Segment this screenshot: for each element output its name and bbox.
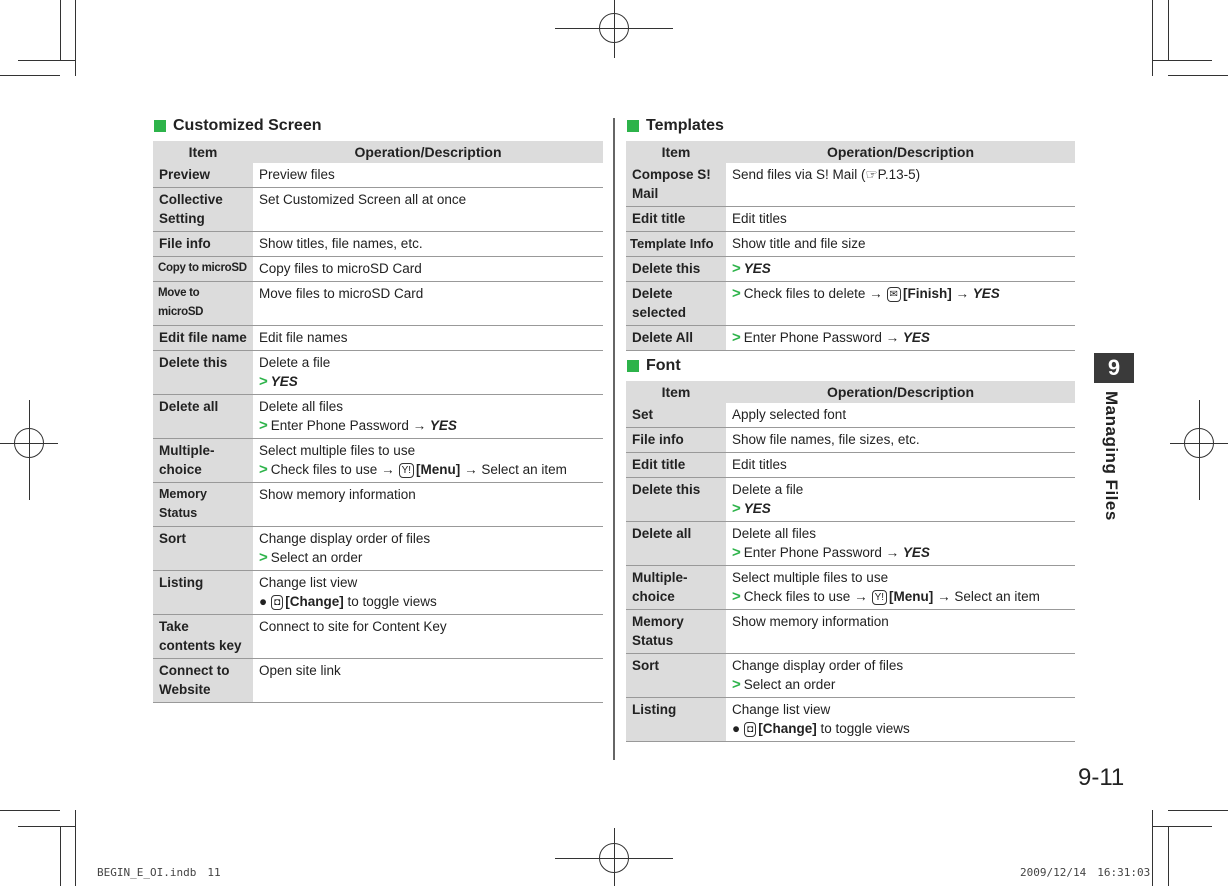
item-cell: Multiple-choice xyxy=(626,566,726,610)
step-arrow-icon: > xyxy=(732,500,741,517)
arrow-right-icon: → xyxy=(412,418,427,433)
bullet-icon: ● xyxy=(732,721,741,736)
table-row xyxy=(153,395,603,439)
table-row xyxy=(626,453,1075,478)
item-cell: Collective Setting xyxy=(153,188,253,232)
desc-cell xyxy=(253,351,603,395)
step-text: Select an order xyxy=(270,550,363,565)
item-cell: Take contents key xyxy=(153,615,253,659)
table-row xyxy=(153,439,603,483)
desc-cell xyxy=(253,527,603,571)
footer-timestamp: 2009/12/14 16:31:03 xyxy=(1020,866,1151,879)
desc-cell: Set Customized Screen all at once xyxy=(253,188,603,232)
desc-cell xyxy=(726,566,1075,610)
footer-file: BEGIN_E_OI.indb 11 xyxy=(97,866,221,879)
arrow-right-icon: → xyxy=(955,286,970,301)
section-title: Font xyxy=(646,357,681,374)
table-row xyxy=(626,326,1075,351)
item-cell: Delete all xyxy=(153,395,253,439)
table-row xyxy=(626,257,1075,282)
step-text: Select an order xyxy=(743,677,836,692)
after-text: to toggle views xyxy=(820,721,910,736)
desc-cell: Show titles, file names, etc. xyxy=(253,232,603,257)
bullet-icon: ● xyxy=(259,594,268,609)
step-arrow-icon: > xyxy=(259,373,268,390)
table-row xyxy=(153,615,603,659)
desc-text: Select multiple files to use xyxy=(259,443,416,458)
table-row xyxy=(626,698,1075,742)
desc-cell: Edit titles xyxy=(726,207,1075,232)
item-cell: Edit title xyxy=(626,207,726,232)
key-label: [Change] xyxy=(758,721,817,736)
item-cell: Preview xyxy=(153,163,253,188)
desc-cell xyxy=(726,282,1075,326)
step-arrow-icon: > xyxy=(732,588,741,605)
section-heading xyxy=(626,355,1075,377)
column-header-desc: Operation/Description xyxy=(726,381,1075,403)
desc-cell: Show file names, file sizes, etc. xyxy=(726,428,1075,453)
key-label: [Finish] xyxy=(903,286,952,301)
table-row xyxy=(626,610,1075,654)
table-row xyxy=(153,483,603,527)
desc-cell: Edit file names xyxy=(253,326,603,351)
table-row xyxy=(153,188,603,232)
yes-text: YES xyxy=(902,330,930,345)
step-arrow-icon: > xyxy=(732,260,741,277)
step-text: Check files to delete xyxy=(743,286,866,301)
arrow-right-icon: → xyxy=(854,589,868,604)
arrow-right-icon: → xyxy=(381,462,395,477)
arrow-right-icon: → xyxy=(885,330,900,345)
table-row xyxy=(153,571,603,615)
font-section xyxy=(626,355,1075,742)
yes-text: YES xyxy=(972,286,1000,301)
table-row xyxy=(626,478,1075,522)
table-row xyxy=(153,257,603,282)
step-arrow-icon: > xyxy=(732,285,741,302)
column-header-desc: Operation/Description xyxy=(726,141,1075,163)
desc-cell xyxy=(726,257,1075,282)
item-cell: Delete selected xyxy=(626,282,726,326)
desc-cell: Copy files to microSD Card xyxy=(253,257,603,282)
desc-cell: Show memory information xyxy=(726,610,1075,654)
column-header-item: Item xyxy=(626,141,726,163)
desc-cell: Move files to microSD Card xyxy=(253,282,603,326)
templates-section xyxy=(626,115,1075,351)
key-label: [Change] xyxy=(285,594,344,609)
customized-screen-section xyxy=(153,115,603,703)
desc-cell: Send files via S! Mail (☞P.13-5) xyxy=(726,163,1075,207)
yahoo-key-icon: Y! xyxy=(872,590,887,605)
item-cell: Copy to microSD xyxy=(153,257,253,282)
table-row xyxy=(626,403,1075,428)
arrow-right-icon: → xyxy=(885,545,900,560)
key-label: [Menu] xyxy=(416,462,461,477)
desc-cell: Connect to site for Content Key xyxy=(253,615,603,659)
templates-table xyxy=(626,141,1075,351)
item-cell: Move to microSD xyxy=(153,282,253,326)
yes-text: YES xyxy=(429,418,457,433)
desc-text: Change display order of files xyxy=(259,531,431,546)
yes-text: YES xyxy=(743,501,771,516)
desc-text: Select multiple files to use xyxy=(732,570,889,585)
table-row xyxy=(153,282,603,326)
arrow-right-icon: → xyxy=(869,286,883,301)
step-text: Enter Phone Password xyxy=(743,330,882,345)
item-cell: Memory Status xyxy=(626,610,726,654)
arrow-right-icon: → xyxy=(937,589,951,604)
table-row xyxy=(153,527,603,571)
desc-text: Delete a file xyxy=(732,482,804,497)
after-text: Select an item xyxy=(954,589,1040,604)
column-header-item: Item xyxy=(626,381,726,403)
column-divider xyxy=(613,118,615,760)
desc-text: Delete all files xyxy=(259,399,344,414)
item-cell: Delete All xyxy=(626,326,726,351)
table-row xyxy=(153,351,603,395)
desc-cell xyxy=(726,522,1075,566)
desc-cell xyxy=(726,326,1075,351)
step-arrow-icon: > xyxy=(732,329,741,346)
item-cell: Template Info xyxy=(626,232,726,257)
table-row xyxy=(626,232,1075,257)
desc-cell: Preview files xyxy=(253,163,603,188)
step-arrow-icon: > xyxy=(732,544,741,561)
item-cell: Edit title xyxy=(626,453,726,478)
desc-cell xyxy=(726,698,1075,742)
section-title: Customized Screen xyxy=(173,117,322,134)
desc-cell: Show memory information xyxy=(253,483,603,527)
item-cell: Delete this xyxy=(626,257,726,282)
desc-cell: Apply selected font xyxy=(726,403,1075,428)
desc-text: Change list view xyxy=(732,702,831,717)
yes-text: YES xyxy=(743,261,771,276)
table-row xyxy=(626,428,1075,453)
table-row xyxy=(626,566,1075,610)
table-row xyxy=(153,659,603,703)
desc-cell xyxy=(726,478,1075,522)
yes-text: YES xyxy=(270,374,298,389)
after-text: Select an item xyxy=(481,462,567,477)
desc-cell: Edit titles xyxy=(726,453,1075,478)
camera-key-icon: ◘ xyxy=(271,595,283,610)
after-text: to toggle views xyxy=(347,594,437,609)
desc-cell: Show title and file size xyxy=(726,232,1075,257)
desc-text: Change display order of files xyxy=(732,658,904,673)
item-cell: Delete this xyxy=(153,351,253,395)
step-text: Enter Phone Password xyxy=(270,418,409,433)
item-cell: Sort xyxy=(153,527,253,571)
page-number: 9-11 xyxy=(1078,764,1125,791)
chapter-number-tab: 9 xyxy=(1094,353,1134,383)
desc-text: Delete a file xyxy=(259,355,331,370)
yes-text: YES xyxy=(902,545,930,560)
item-cell: Connect to Website xyxy=(153,659,253,703)
item-cell: Sort xyxy=(626,654,726,698)
desc-cell xyxy=(253,571,603,615)
column-header-desc: Operation/Description xyxy=(253,141,603,163)
item-cell: File info xyxy=(626,428,726,453)
customized-screen-table xyxy=(153,141,603,703)
item-cell: Delete this xyxy=(626,478,726,522)
yahoo-key-icon: Y! xyxy=(399,463,414,478)
item-cell: Compose S! Mail xyxy=(626,163,726,207)
step-text: Enter Phone Password xyxy=(743,545,882,560)
item-cell: Edit file name xyxy=(153,326,253,351)
step-arrow-icon: > xyxy=(259,461,268,478)
font-table xyxy=(626,381,1075,742)
desc-cell xyxy=(726,654,1075,698)
column-header-item: Item xyxy=(153,141,253,163)
key-label: [Menu] xyxy=(889,589,934,604)
item-cell: Multiple-choice xyxy=(153,439,253,483)
table-row xyxy=(626,282,1075,326)
chapter-title: Managing Files xyxy=(1102,391,1121,521)
item-cell: Memory Status xyxy=(153,483,253,527)
section-title: Templates xyxy=(646,117,724,134)
table-row xyxy=(626,207,1075,232)
section-heading xyxy=(153,115,603,137)
table-row xyxy=(626,522,1075,566)
desc-cell xyxy=(253,395,603,439)
desc-cell: Open site link xyxy=(253,659,603,703)
arrow-right-icon: → xyxy=(464,462,478,477)
step-arrow-icon: > xyxy=(732,676,741,693)
square-bullet-icon xyxy=(627,360,639,372)
table-row xyxy=(153,326,603,351)
item-cell: Listing xyxy=(626,698,726,742)
step-text: Check files to use xyxy=(270,462,378,477)
square-bullet-icon xyxy=(154,120,166,132)
step-arrow-icon: > xyxy=(259,549,268,566)
step-arrow-icon: > xyxy=(259,417,268,434)
step-text: Check files to use xyxy=(743,589,851,604)
table-row xyxy=(626,163,1075,207)
desc-text: Delete all files xyxy=(732,526,817,541)
table-row xyxy=(153,232,603,257)
mail-key-icon: ✉ xyxy=(887,287,901,302)
camera-key-icon: ◘ xyxy=(744,722,756,737)
desc-text: Change list view xyxy=(259,575,358,590)
table-row xyxy=(626,654,1075,698)
item-cell: Listing xyxy=(153,571,253,615)
item-cell: File info xyxy=(153,232,253,257)
section-heading xyxy=(626,115,1075,137)
item-cell: Set xyxy=(626,403,726,428)
table-row xyxy=(153,163,603,188)
square-bullet-icon xyxy=(627,120,639,132)
desc-cell xyxy=(253,439,603,483)
item-cell: Delete all xyxy=(626,522,726,566)
